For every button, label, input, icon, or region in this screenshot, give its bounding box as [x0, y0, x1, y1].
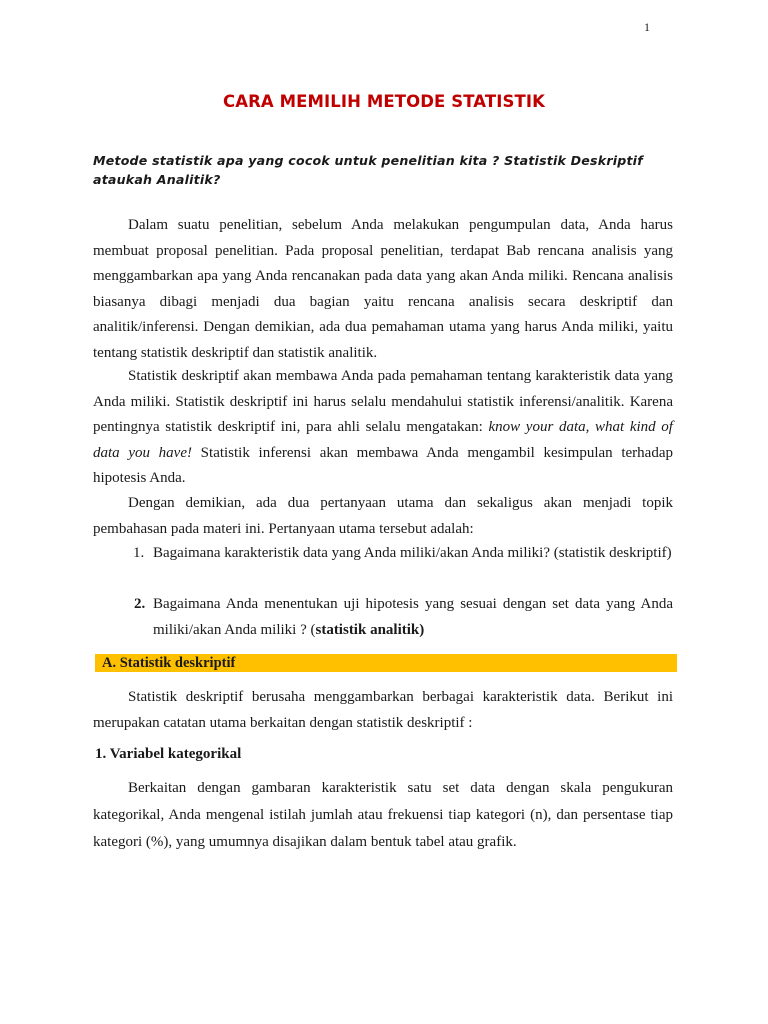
paragraph-section-intro: Statistik deskriptif berusaha menggambarkan berbagai karakteristik data. Berikut ini merupakan catatan utama berkaitan dengan statistik deskriptif : [93, 689, 673, 731]
paragraph-questions: Dengan demikian, ada dua pertanyaan utama dan sekaligus akan menjadi topik pembahasan pada materi ini. Pertanyaan utama tersebut adalah: [93, 495, 673, 537]
paragraph-descriptive [93, 364, 673, 492]
paragraph-descriptive-start: Statistik deskriptif akan membawa Anda pada pemahaman tentang karakteristik data yang Anda miliki. Statistik deskriptif ini harus selalu mendahului statistik inferensi/analitik. Karena pentingnya statistik deskriptif ini, para ahli selalu mengatakan: [93, 368, 673, 435]
sub-heading: 1. Variabel kategorikal [95, 746, 242, 762]
paragraph-intro: Dalam suatu penelitian, sebelum Anda melakukan pengumpulan data, Anda harus membuat proposal penelitian. Pada proposal penelitian, terdapat Bab rencana analisis yang menggambarkan apa yang Anda rencanakan pada data yang akan Anda miliki. Rencana analisis biasanya dibagi menjadi dua bagian yaitu rencana analisis secara deskriptif dan analitik/inferensi. Dengan demikian, ada dua pemahaman utama yang harus Anda miliki, yaitu tentang statistik deskriptif dan statistik analitik. [93, 217, 673, 361]
list-item-text-start: Bagaimana Anda menentukan uji hipotesis yang sesuai dengan set data yang Anda miliki/akan Anda miliki ? ( [153, 596, 673, 638]
document-subtitle: Metode statistik apa yang cocok untuk penelitian kita ? Statistik Deskriptif ataukah Analitik? [93, 153, 643, 187]
list-item-text: Bagaimana karakteristik data yang Anda miliki/akan Anda miliki? (statistik deskriptif) [153, 545, 672, 561]
list-item-text [153, 592, 673, 643]
section-heading: A. Statistik deskriptif [102, 655, 236, 671]
list-item-number: 2. [134, 596, 146, 612]
list-item-text-bold: statistik analitik) [315, 621, 425, 638]
list-item [93, 592, 673, 643]
paragraph-categorical: Berkaitan dengan gambaran karakteristik satu set data dengan skala pengukuran kategorikal, Anda mengenal istilah jumlah atau frekuensi tiap kategori (n), dan persentase tiap kategori (%), yang umumnya disajikan dalam bentuk tabel atau grafik. [93, 780, 673, 850]
paragraph-descriptive-quote: know your data, what kind of data you have! [93, 419, 673, 461]
page-number: 1 [644, 20, 650, 34]
list-item [93, 541, 673, 567]
section-heading-bar [95, 654, 677, 672]
list-item-number: 1. [133, 545, 145, 561]
paragraph-descriptive-end: Statistik inferensi akan membawa Anda mengambil kesimpulan terhadap hipotesis Anda. [93, 444, 673, 486]
document-title: CARA MEMILIH METODE STATISTIK [223, 92, 545, 111]
